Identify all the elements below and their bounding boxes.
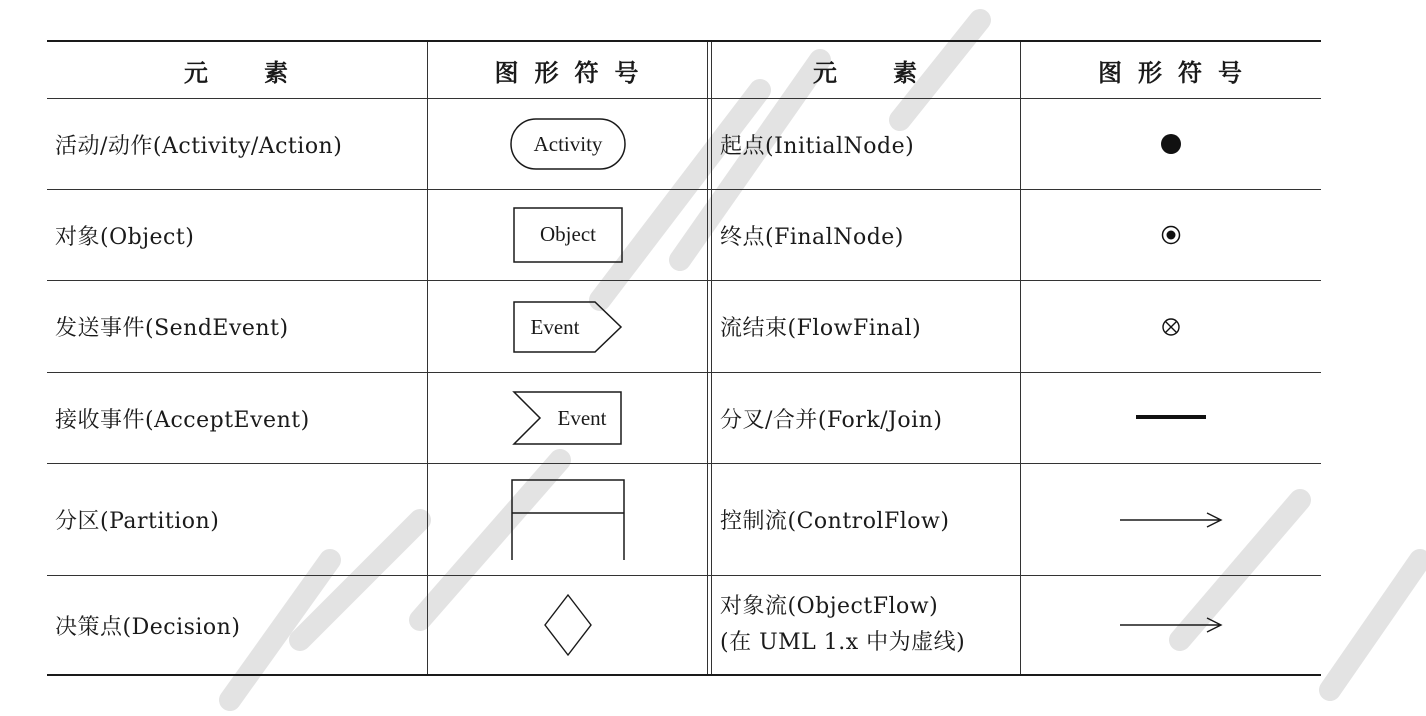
- element-fork-join: 分叉/合并(Fork/Join): [720, 407, 943, 433]
- decision-diamond-icon: [544, 594, 592, 656]
- element-final-node: 终点(FinalNode): [720, 224, 904, 250]
- element-partition: 分区(Partition): [55, 509, 220, 534]
- symbol-cell: [428, 281, 707, 372]
- header-text: 元: [184, 58, 210, 87]
- accept-event-label: Event: [557, 406, 606, 430]
- element-object-flow: [712, 576, 1020, 674]
- accept-event-notched-icon: [513, 391, 623, 445]
- uml-activity-element-table: [47, 40, 1321, 676]
- header-element-right: [712, 42, 1020, 98]
- bullseye-circle-icon: [1160, 224, 1182, 246]
- element-send-event: 发送事件(SendEvent): [55, 316, 289, 341]
- symbol-cell: [1021, 190, 1321, 280]
- header-text: 图: [494, 58, 521, 87]
- object-flow-line1: 对象流(ObjectFlow): [720, 594, 939, 619]
- header-element-left: [47, 42, 427, 98]
- fork-join-bar-icon: [1136, 415, 1206, 421]
- header-text: 元: [813, 58, 839, 87]
- symbol-cell: [428, 190, 707, 280]
- header-text: 号: [614, 58, 641, 87]
- element-flow-final: 流结束(FlowFinal): [720, 316, 922, 341]
- symbol-cell: [428, 576, 707, 674]
- object-flow-line2: (在 UML 1.x 中为虚线): [720, 630, 966, 655]
- symbol-cell: [1021, 576, 1321, 674]
- header-text: 符: [574, 58, 601, 87]
- circled-x-icon: [1161, 317, 1181, 337]
- partition-swimlane-icon: [511, 479, 625, 561]
- header-text: 符: [1178, 58, 1204, 87]
- symbol-cell: [428, 99, 707, 189]
- element-object: 对象(Object): [55, 224, 195, 250]
- header-text: 号: [1218, 58, 1244, 87]
- object-flow-arrow-icon: [1119, 617, 1223, 633]
- activity-rounded-rect-icon: [510, 118, 626, 170]
- object-rectangle-icon: [513, 207, 623, 263]
- element-activity-action: 活动/动作(Activity/Action): [55, 133, 343, 159]
- header-text: 素: [893, 58, 919, 87]
- send-event-pentagon-icon: [513, 301, 623, 353]
- symbol-cell: [1021, 99, 1321, 189]
- element-control-flow: 控制流(ControlFlow): [720, 509, 950, 534]
- symbol-cell: [428, 373, 707, 463]
- header-symbol-right: [1021, 42, 1321, 98]
- table-bottom-rule: [47, 674, 1321, 676]
- header-text: 图: [1098, 58, 1124, 87]
- header-text: 形: [534, 58, 561, 87]
- header-text: 素: [264, 58, 290, 87]
- object-label: Object: [539, 222, 596, 246]
- symbol-cell: [1021, 373, 1321, 463]
- element-initial-node: 起点(InitialNode): [720, 133, 915, 159]
- symbol-cell: [1021, 281, 1321, 372]
- control-flow-arrow-icon: [1119, 512, 1223, 528]
- filled-circle-icon: [1159, 132, 1183, 156]
- activity-label: Activity: [533, 132, 602, 156]
- header-text: 形: [1138, 58, 1164, 87]
- element-accept-event: 接收事件(AcceptEvent): [55, 407, 310, 433]
- header-symbol-left: [428, 42, 707, 98]
- element-decision: 决策点(Decision): [55, 614, 241, 640]
- column-divider-double-a: [707, 42, 708, 674]
- symbol-cell: [1021, 464, 1321, 575]
- send-event-label: Event: [530, 314, 579, 339]
- symbol-cell: [428, 464, 707, 575]
